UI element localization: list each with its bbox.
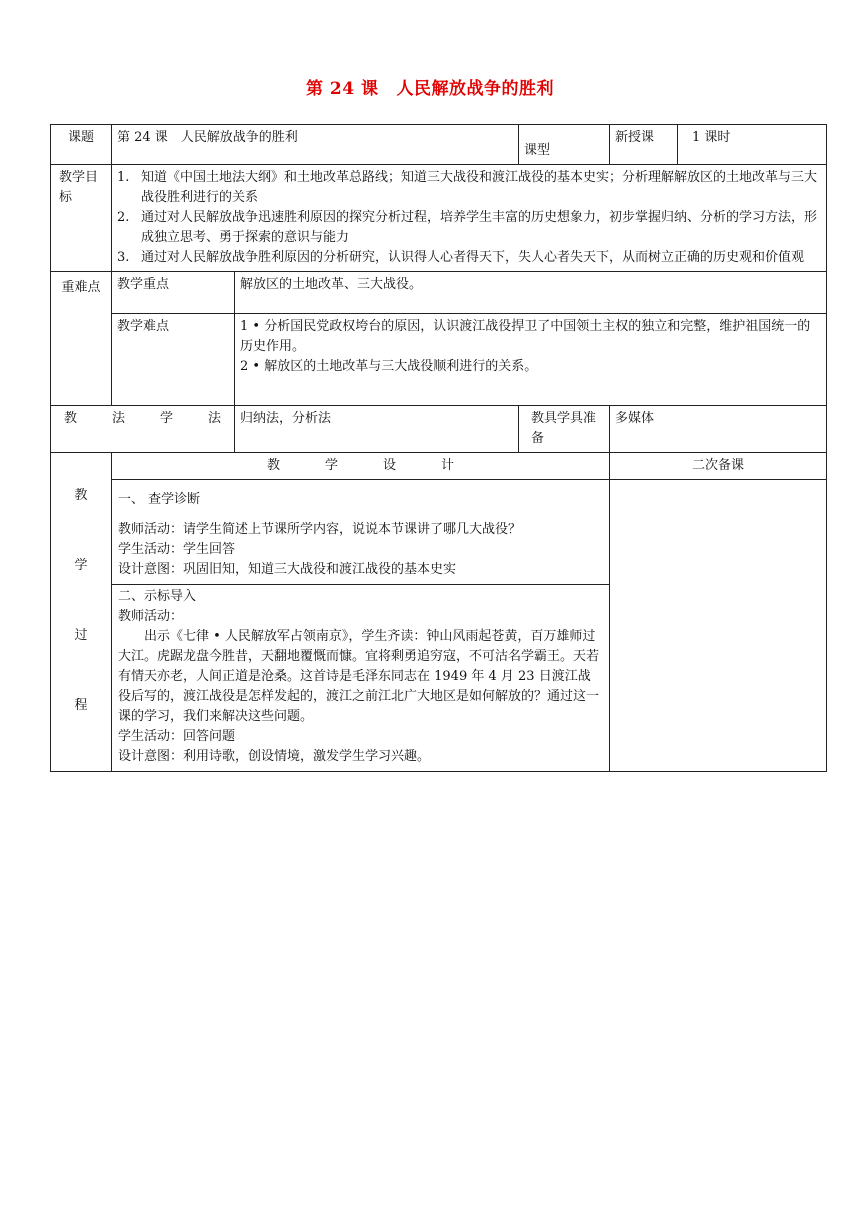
difficulty-item: 1 • 分析国民党政权垮台的原因，认识渡江战役捍卫了中国领土主权的独立和完整，维护祖国统一的历史作用。: [240, 319, 811, 354]
section1-heading: 一、 查学诊断: [118, 492, 201, 507]
section1-teacher: 教师活动：请学生简述上节课所学内容，说说本节课讲了哪几大战役？: [118, 522, 522, 537]
section2-student: 学生活动：回答问题: [118, 729, 236, 744]
topic-value: 第 24 课 人民解放战争的胜利: [112, 125, 519, 165]
title-lesson: 第 24 课: [306, 79, 379, 99]
topic-label: 课题: [51, 125, 112, 165]
tools-value: 多媒体: [610, 406, 827, 453]
section-intro: [112, 584, 609, 771]
goals-label: 教学目标: [51, 165, 112, 272]
difficulty-row: [51, 314, 827, 406]
section2-body: 出示《七律 • 人民解放军占领南京》，学生齐读：钟山风雨起苍黄，百万雄师过大江。虎踞龙盘今胜昔，天翻地覆慨而慷。宜将剩勇追穷寇，不可沽名学霸王。天若有情天亦老，人间正道是沧桑。这首诗是毛泽东同志在 1949 年 4 月 23 日渡江战役后写的，渡江战役是怎样发起的，渡江之前江北广大地区是如何解放的？通过这一课的学习，我们来解决这些问题。: [118, 629, 600, 724]
difficulty-label: 教学难点: [112, 314, 235, 406]
difficulty-values: [235, 314, 827, 406]
difficulty-item: 2 • 解放区的土地改革与三大战役顺利进行的关系。: [240, 359, 538, 374]
design-header: 教 学 设 计: [112, 453, 610, 480]
document-title: [0, 74, 860, 99]
focus-label: 教学重点: [112, 272, 235, 314]
design-content-row: [51, 480, 827, 772]
goal-item: 3. 通过对人民解放战争胜利原因的分析研究，认识得人心者得天下，失人心者失天下，从而树立正确的历史观和价值观: [117, 250, 805, 265]
design-content: [112, 480, 610, 772]
focus-row: [51, 272, 827, 314]
goals-row: [51, 165, 827, 272]
second-prep-header: 二次备课: [610, 453, 827, 480]
type-label: 课型: [519, 125, 610, 165]
lesson-plan-table: [50, 124, 827, 772]
methods-row: [51, 406, 827, 453]
section2-teacher: 教师活动：: [118, 609, 184, 624]
tools-label: 教具学具准备: [519, 406, 610, 453]
second-prep-content: [610, 480, 827, 772]
process-label: 教 学 过 程: [51, 453, 112, 772]
goal-item: 2. 通过对人民解放战争迅速胜利原因的探究分析过程，培养学生丰富的历史想象力，初步掌握归纳、分析的学习方法，形成独立思考、勇于探索的意识与能力: [117, 210, 818, 245]
hours-value: 1 课时: [678, 125, 827, 165]
methods-label: 教 法 学 法: [51, 406, 235, 453]
section-diagnosis: [112, 480, 609, 584]
section1-intent: 设计意图：巩固旧知，知道三大战役和渡江战役的基本史实: [118, 562, 457, 577]
topic-row: [51, 125, 827, 165]
section2-heading: 二、示标导入: [118, 589, 197, 604]
goals-list: [112, 165, 827, 272]
keypoints-label: 重难点: [51, 272, 112, 406]
focus-value: 解放区的土地改革、三大战役。: [235, 272, 827, 314]
design-header-row: [51, 453, 827, 480]
title-name: 人民解放战争的胜利: [396, 79, 554, 99]
section2-intent: 设计意图：利用诗歌，创设情境，激发学生学习兴趣。: [118, 749, 431, 764]
methods-value: 归纳法，分析法: [235, 406, 519, 453]
goal-item: 1. 知道《中国土地法大纲》和土地改革总路线；知道三大战役和渡江战役的基本史实；分析理解解放区的土地改革与三大战役胜利进行的关系: [117, 170, 818, 205]
section1-student: 学生活动：学生回答: [118, 542, 236, 557]
type-value: 新授课: [610, 125, 678, 165]
